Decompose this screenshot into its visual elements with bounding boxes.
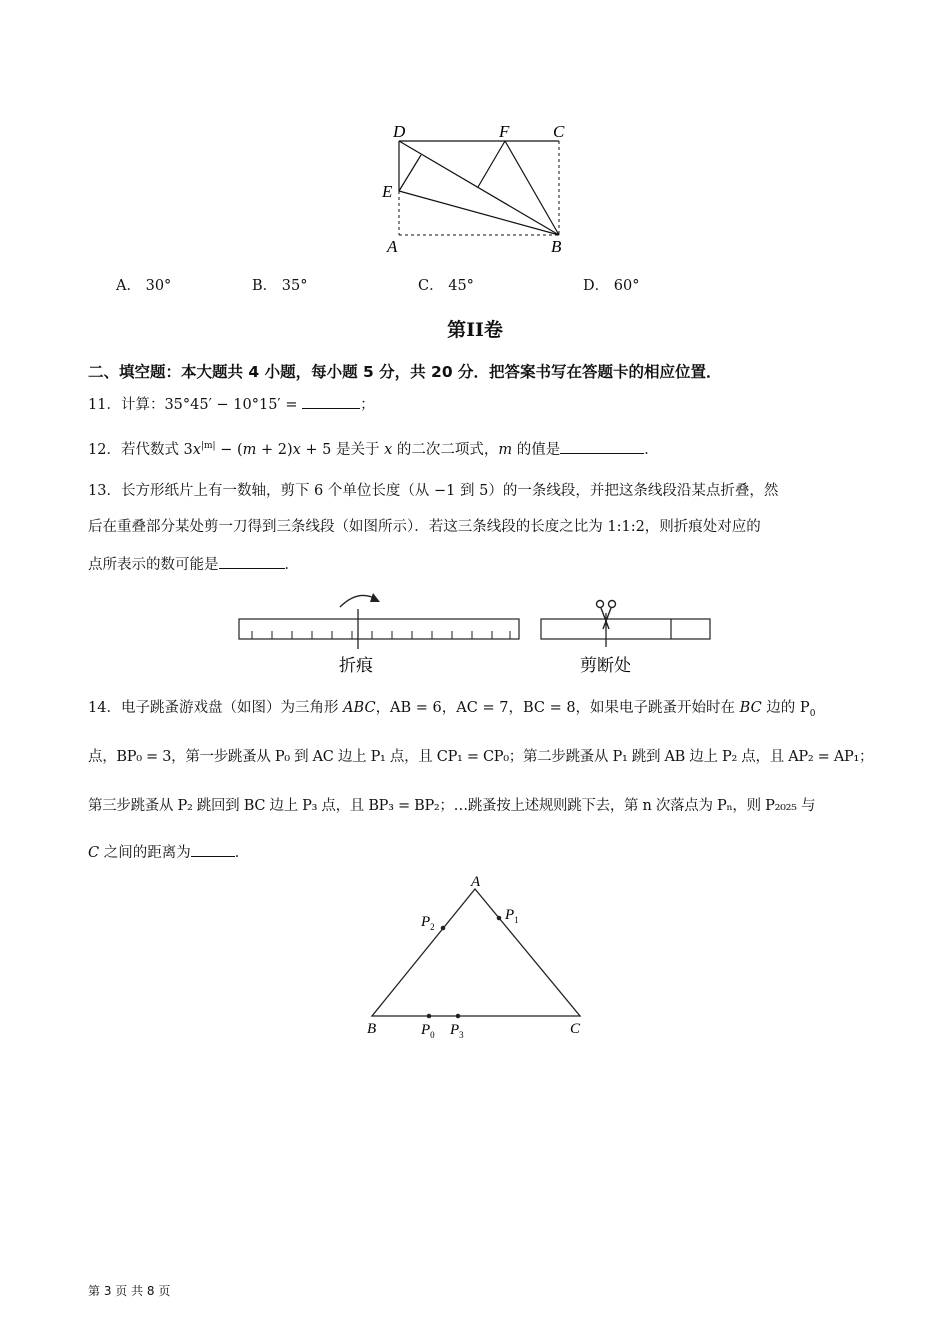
question-14-line2: 点，BP₀ = 3，第一步跳蚤从 P₀ 到 AC 边上 P₁ 点，且 CP₁ = CP₀；第二步跳蚤从 P₁ 跳到 AB 边上 P₂ 点，且 AP₂ = AP₁；	[88, 749, 874, 765]
page-footer: 第 3 页 共 8 页	[88, 1284, 171, 1298]
label-A: A	[387, 237, 398, 256]
point-P3	[456, 1014, 461, 1019]
question-14-line4	[88, 842, 249, 863]
point-P0	[427, 1014, 432, 1019]
choice-c	[418, 274, 474, 295]
var-x: x	[292, 441, 301, 458]
fold-F	[478, 141, 505, 187]
point-P2	[441, 926, 446, 931]
segment-EB	[399, 191, 559, 235]
choice-letter: A．	[116, 278, 141, 294]
question-12	[88, 436, 659, 460]
label-E: E	[382, 182, 393, 201]
triangle-ABC	[372, 889, 580, 1016]
section-title: 第II卷	[447, 319, 503, 341]
choice-letter: C．	[418, 278, 444, 294]
label-A: A	[471, 874, 481, 890]
question-text: ，AB = 6，AC = 7，BC = 8，如果电子跳蚤开始时在	[375, 700, 740, 716]
choice-text: 30°	[145, 278, 172, 294]
choice-text: 35°	[281, 278, 308, 294]
question-tail: ．	[234, 845, 250, 861]
section-header: 二、填空题：本大题共 4 小题，每小题 5 分，共 20 分．把答案书写在答题卡的相应位置．	[88, 363, 722, 381]
var-C: C	[88, 845, 100, 861]
fold-label: 折痕	[339, 656, 373, 675]
folded-strip	[541, 619, 710, 639]
choice-text: 45°	[448, 278, 474, 294]
var-m: m	[498, 441, 513, 458]
label-B: B	[367, 1021, 377, 1037]
q12-mid: − (	[215, 441, 243, 458]
question-text: 计算：35°45′ − 10°15′ =	[120, 397, 298, 413]
label-P3: $P_3$	[450, 1022, 464, 1040]
fold-E	[399, 155, 421, 191]
question-13-line2: 后在重叠部分某处剪一刀得到三条线段（如图所示）．若这三条线段的长度之比为 1:1:2，则折痕处对应的	[88, 519, 761, 535]
question-text: 长方形纸片上有一数轴，剪下 6 个单位长度（从 −1 到 5）的一条线段，并把这条线段沿某点折叠，然	[120, 483, 779, 499]
question-text: 点所表示的数可能是	[88, 557, 219, 573]
question-text: 电子跳蚤游戏盘（如图）为三角形	[120, 700, 344, 716]
label-C: C	[570, 1021, 581, 1037]
question-text: 之间的距离为	[99, 845, 191, 861]
q12-mid4: 的二次二项式，	[392, 441, 499, 458]
choice-b	[252, 274, 307, 295]
answer-blank[interactable]	[302, 394, 360, 409]
label-F: F	[499, 122, 510, 141]
choice-letter: D．	[583, 278, 610, 294]
cut-label: 剪断处	[580, 656, 631, 675]
answer-blank[interactable]	[219, 554, 285, 569]
var-BC: BC	[739, 700, 762, 716]
q12-pre: 若代数式 3	[120, 441, 193, 458]
question-14-line1	[88, 698, 815, 724]
label-C: C	[553, 122, 565, 141]
segment-FB	[505, 141, 559, 235]
exponent: |m|	[200, 441, 216, 451]
var-x: x	[384, 441, 393, 458]
question-11	[88, 394, 375, 415]
var-x: x	[192, 441, 201, 458]
answer-blank[interactable]	[560, 439, 644, 454]
question-number: 12．	[88, 441, 121, 458]
label-P2: $P_2$	[421, 914, 435, 932]
question-tail: ．	[284, 557, 299, 573]
q12-mid2: + 2)	[256, 441, 293, 458]
choice-letter: B．	[252, 278, 278, 294]
question-number: 14．	[88, 700, 121, 716]
segment-DB	[399, 141, 559, 235]
point-P1	[497, 916, 502, 921]
question-13-line3	[88, 554, 299, 575]
question-13-line1	[88, 481, 778, 501]
question-number: 11．	[88, 397, 121, 413]
choice-text: 60°	[613, 278, 640, 294]
number-line-strip	[239, 619, 519, 639]
label-P1: $P_1$	[505, 907, 519, 925]
label-P0: $P_0$	[421, 1022, 435, 1040]
answer-blank[interactable]	[191, 842, 235, 857]
var-m: m	[242, 441, 257, 458]
var-ABC: ABC	[343, 700, 376, 716]
choice-d	[583, 274, 639, 295]
label-B: B	[551, 237, 562, 256]
q13-figure	[230, 585, 720, 680]
arrowhead-icon	[370, 593, 380, 602]
question-number: 13．	[88, 483, 121, 499]
label-D: D	[393, 122, 406, 141]
question-14-line3: 第三步跳蚤从 P₂ 跳回到 BC 边上 P₃ 点，且 BP₃ = BP₂；…跳蚤按上述规则跳下去，第 n 次落点为 Pₙ，则 P₂₀₂₅ 与	[88, 798, 816, 814]
question-tail: ．	[644, 441, 659, 458]
q12-post: 的值是	[512, 441, 561, 458]
question-text: 边的 P	[761, 700, 810, 716]
subscript: 0	[809, 708, 816, 719]
q10-figure	[375, 115, 575, 260]
ruler-ticks	[252, 631, 510, 639]
choice-a	[116, 274, 171, 295]
question-tail: ；	[360, 397, 375, 413]
q14-figure	[360, 870, 600, 1042]
q12-mid3: + 5 是关于	[300, 441, 385, 458]
